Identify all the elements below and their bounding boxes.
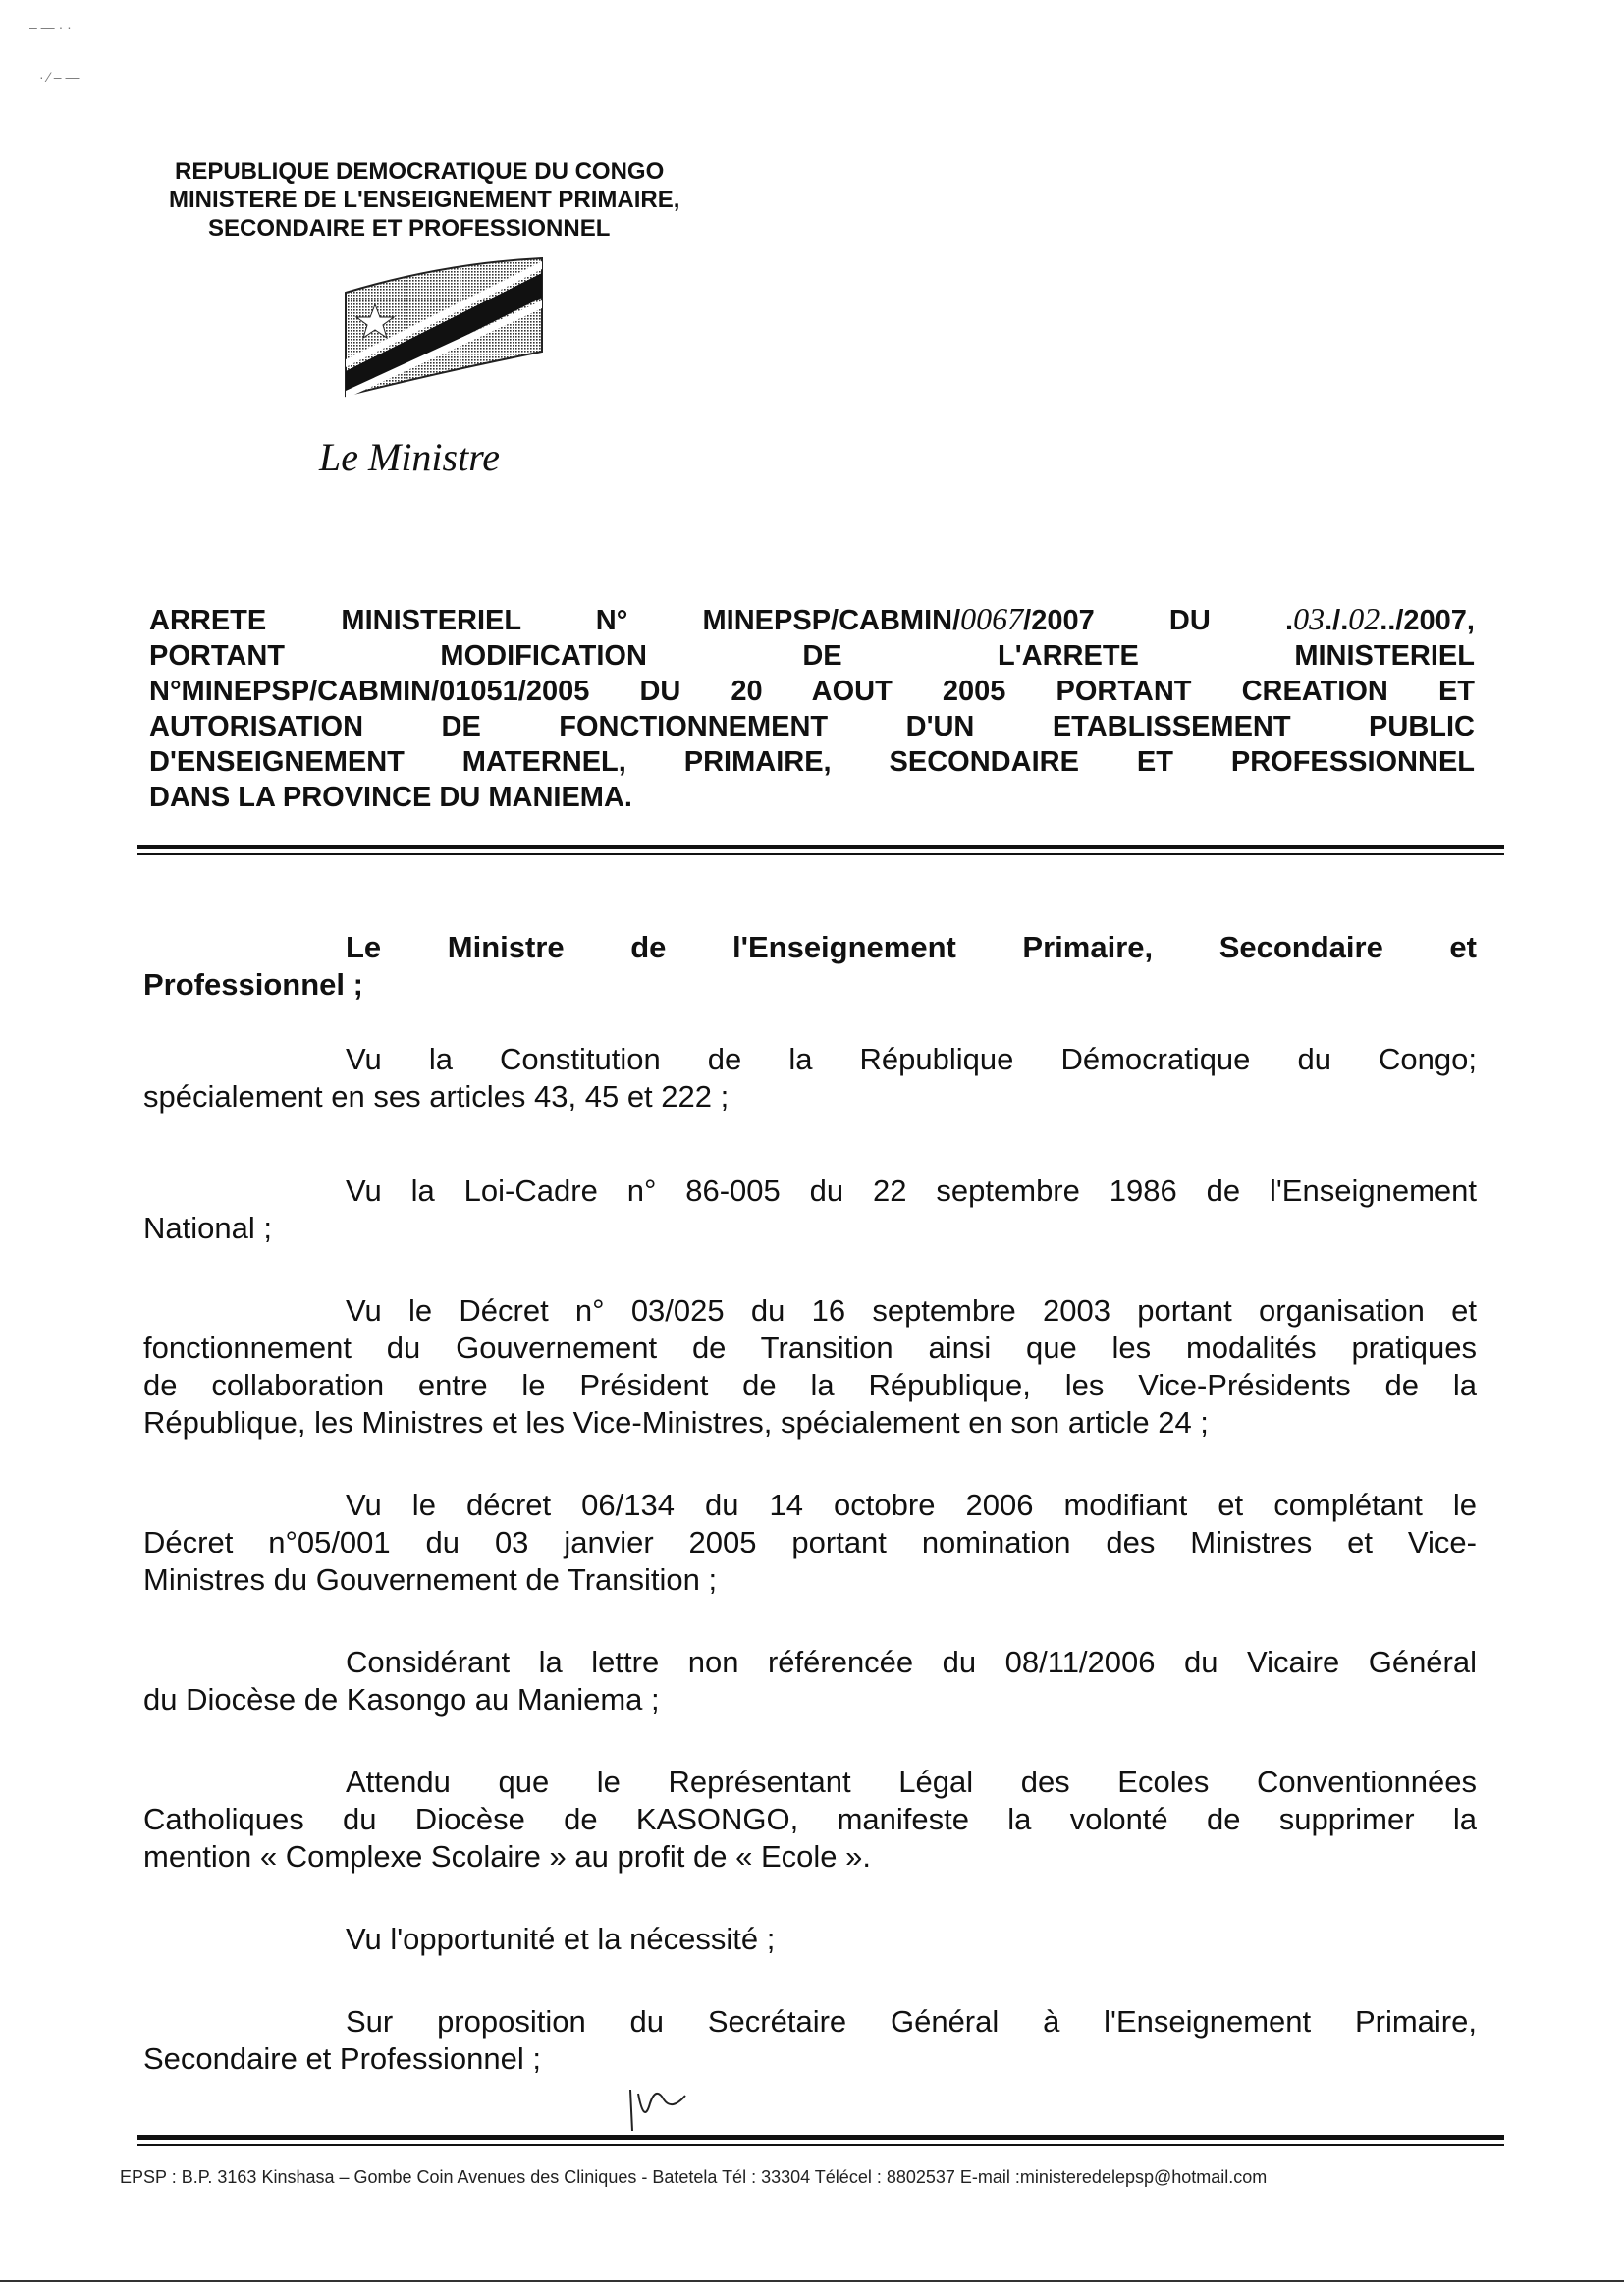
title-line: D'ENSEIGNEMENT MATERNEL, PRIMAIRE, SECONDAIRE ET PROFESSIONNEL (149, 746, 1475, 778)
page-edge-line (0, 2280, 1624, 2282)
decree-title (149, 601, 1475, 815)
minister-title: Le Ministre (319, 435, 501, 479)
handwritten-number: 0067 (960, 601, 1024, 636)
recital: Vu l'opportunité et la nécessité ; (346, 1922, 776, 1956)
recital: Attendu que le Représentant Légal des Ecoles Conventionnées Catholiques du Diocèse de KASONGO, manifeste la volonté de supprimer la mention « Complexe Scolaire » au profit de « Ecole ». (143, 1765, 1477, 1874)
preamble-minister: Le Ministre de l'Enseignement Primaire, Secondaire et Professionnel ; (143, 930, 1477, 1002)
ministry-name-line2: SECONDAIRE ET PROFESSIONNEL (208, 215, 611, 242)
title-line: ARRETE MINISTERIEL N° MINEPSP/CABMIN/0067/2007 DU .03./.02../2007, (149, 601, 1475, 636)
title-line: N°MINEPSP/CABMIN/01051/2005 DU 20 AOUT 2005 PORTANT CREATION ET (149, 676, 1475, 707)
title-line: DANS LA PROVINCE DU MANIEMA. (149, 782, 632, 813)
recital: Considérant la lettre non référencée du 08/11/2006 du Vicaire Général du Diocèse de Kasongo au Maniema ; (143, 1645, 1477, 1717)
recital: Sur proposition du Secrétaire Général à l'Enseignement Primaire, Secondaire et Professionnel ; (143, 2004, 1477, 2076)
decree-body (143, 929, 1477, 2078)
drc-flag-emblem (336, 253, 550, 401)
recital: Vu la Constitution de la République Démocratique du Congo; spécialement en ses articles 43, 45 et 222 ; (143, 1042, 1477, 1114)
republic-name: REPUBLIQUE DEMOCRATIQUE DU CONGO (175, 158, 665, 185)
scan-mark: · ⁄ – — (39, 69, 80, 84)
initials-scribble (624, 2084, 693, 2139)
title-line: PORTANT MODIFICATION DE L'ARRETE MINISTERIEL (149, 640, 1475, 672)
footer-contact: EPSP : B.P. 3163 Kinshasa – Gombe Coin Avenues des Cliniques - Batetela Tél : 33304 Télécel : 8802537 E-mail :ministeredelepsp@hotmail.com (120, 2167, 1268, 2187)
handwritten-month: 02 (1348, 601, 1380, 636)
recital: Vu le Décret n° 03/025 du 16 septembre 2003 portant organisation et fonctionnement du Gouvernement de Transition ainsi que les modalités pratiques de collaboration entre le Président de la République, les Vice-Présidents de la République, les Ministres et les Vice-Ministres, spécialement en son article 24 ; (143, 1293, 1477, 1440)
recital: Vu la Loi-Cadre n° 86-005 du 22 septembre 1986 de l'Enseignement National ; (143, 1173, 1477, 1245)
title-divider (137, 845, 1504, 849)
ministry-name-line1: MINISTERE DE L'ENSEIGNEMENT PRIMAIRE, (169, 187, 680, 213)
footer-divider (137, 2135, 1504, 2140)
scan-mark: – — · · (29, 20, 72, 35)
letterhead (169, 157, 860, 243)
handwritten-day: 03 (1293, 601, 1326, 636)
footer-divider (137, 2144, 1504, 2146)
recital: Vu le décret 06/134 du 14 octobre 2006 modifiant et complétant le Décret n°05/001 du 03 janvier 2005 portant nomination des Ministres et Vice- Ministres du Gouvernement de Transition ; (143, 1488, 1477, 1597)
title-line: AUTORISATION DE FONCTIONNEMENT D'UN ETABLISSEMENT PUBLIC (149, 711, 1475, 742)
title-divider (137, 853, 1504, 855)
